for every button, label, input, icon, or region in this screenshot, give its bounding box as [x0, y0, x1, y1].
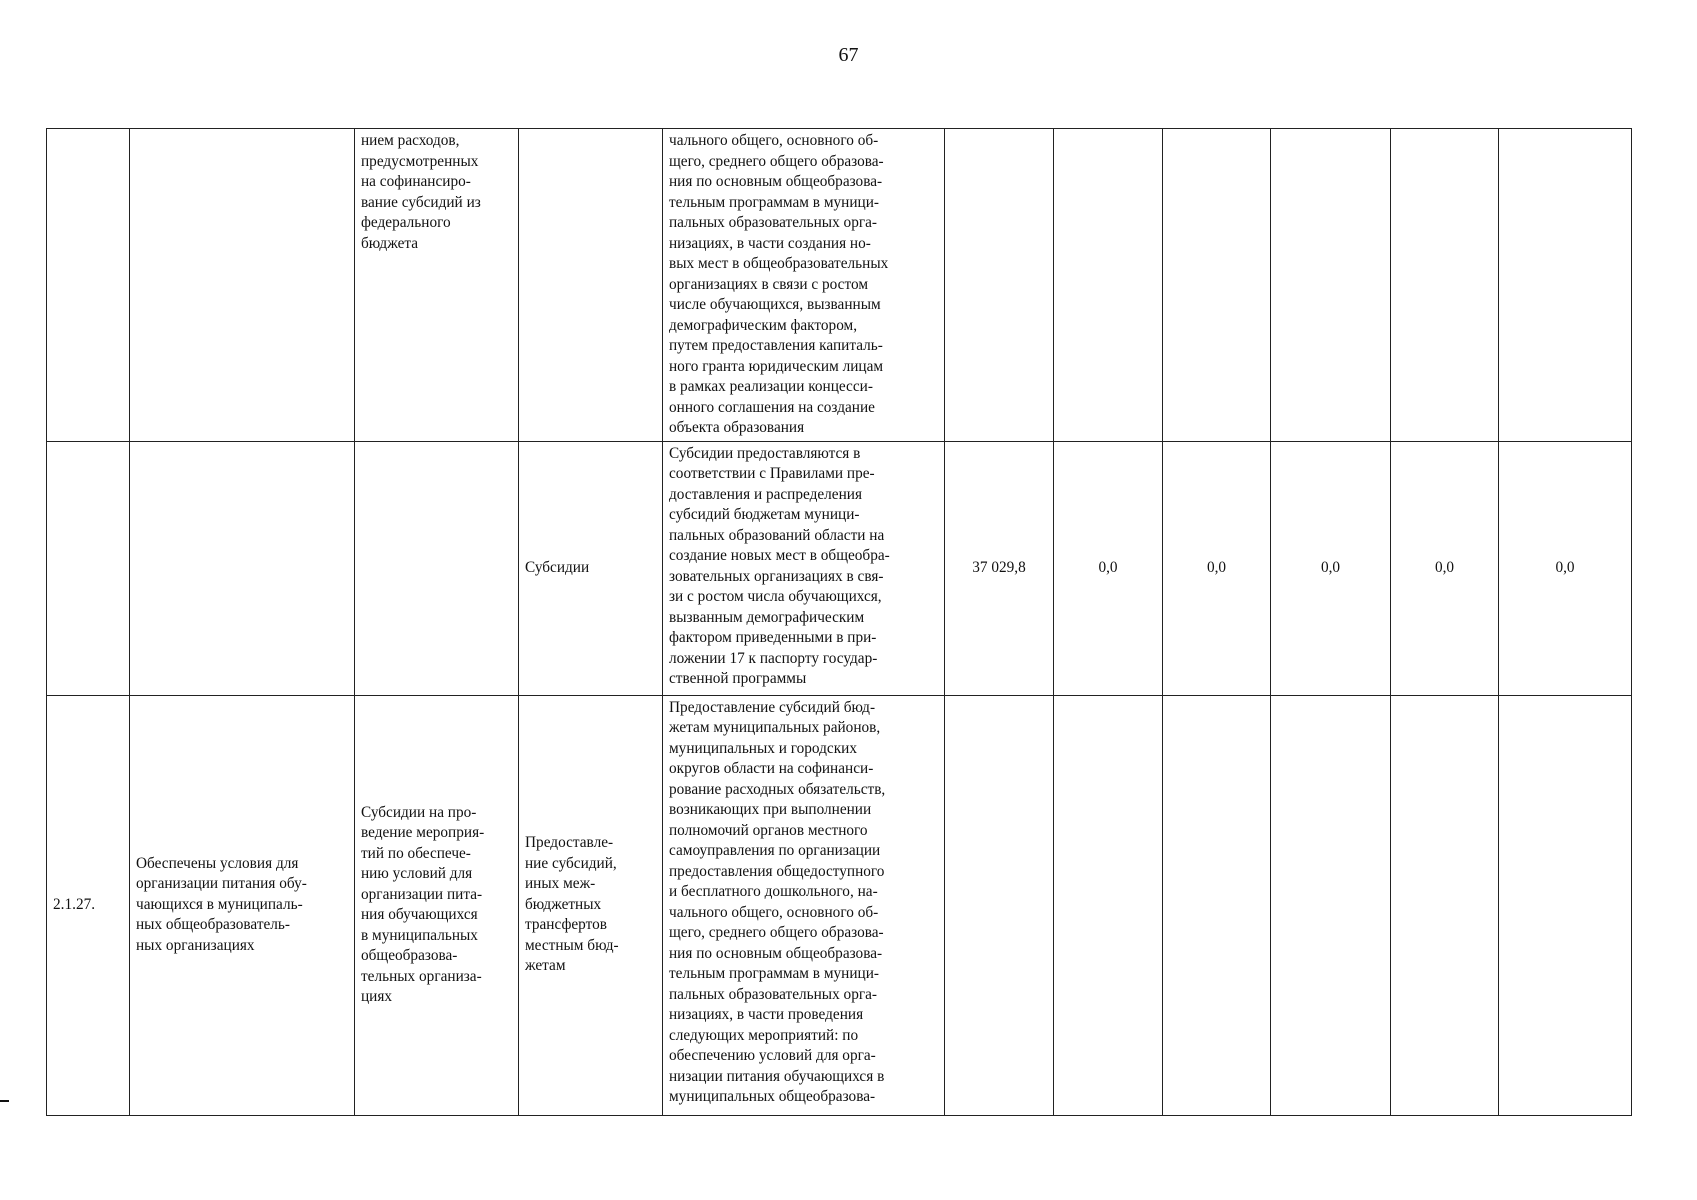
cell-description: Предоставление субсидий бюд- жетам муниципальных районов, муниципальных и городских округов области на софинанси- рование расходных обязательств, возникающих при выполнении полномочий органов местного самоуправления по организации предоставления общедоступного и бесплатного дошкольного, на- чального общего, основного об- щего, среднего общего образова- ния по основным общеобразова- тельным программам в муници- пальных образовательных орга- низациях, в части проведения следующих мероприятий: по обеспечению условий для орга- низации питания обучающихся в муниципальных общеобразова- [663, 695, 945, 1115]
cell-value-6 [1499, 695, 1632, 1115]
program-table [46, 128, 1632, 1116]
table-row [47, 695, 1632, 1115]
margin-mark [0, 1100, 9, 1102]
cell-type: Субсидии [519, 441, 663, 695]
cell-description: чального общего, основного об- щего, среднего общего образова- ния по основным общеобразова- тельным программам в муници- пальных образовательных орга- низациях, в части создания но- вых мест в общеобразовательных организациях в связи с ростом числе обучающихся, вызванным демографическим фактором, путем предоставления капиталь- ного гранта юридическим лицам в рамках реализации концесси- онного соглашения на создание объекта образования [663, 129, 945, 442]
cell-type: Предоставле- ние субсидий, иных меж- бюджетных трансфертов местным бюд- жетам [519, 695, 663, 1115]
cell-result [130, 441, 355, 695]
cell-value-1 [945, 695, 1054, 1115]
table-row [47, 129, 1632, 442]
cell-value-5 [1391, 695, 1499, 1115]
cell-result: Обеспечены условия для организации питания обу- чающихся в муниципаль- ных общеобразователь- ных организациях [130, 695, 355, 1115]
cell-value-1 [945, 129, 1054, 442]
cell-value-2: 0,0 [1054, 441, 1163, 695]
cell-value-3 [1163, 129, 1271, 442]
cell-value-3: 0,0 [1163, 441, 1271, 695]
cell-event: Субсидии на про- ведение мероприя- тий по обеспече- нию условий для организации пита- ния обучающихся в муниципальных общеобразова- тельных организа- циях [355, 695, 519, 1115]
cell-event: нием расходов, предусмотренных на софинансиро- вание субсидий из федерального бюджета [355, 129, 519, 442]
cell-value-5 [1391, 129, 1499, 442]
cell-event [355, 441, 519, 695]
cell-value-6: 0,0 [1499, 441, 1632, 695]
cell-value-4 [1271, 129, 1391, 442]
cell-value-4: 0,0 [1271, 441, 1391, 695]
cell-result [130, 129, 355, 442]
cell-value-5: 0,0 [1391, 441, 1499, 695]
cell-value-3 [1163, 695, 1271, 1115]
cell-value-2 [1054, 695, 1163, 1115]
cell-description: Субсидии предоставляются в соответствии с Правилами пре- доставления и распределения субсидий бюджетам муници- пальных образований области на создание новых мест в общеобра- зовательных организациях в свя- зи с ростом числа обучающихся, вызванным демографическим фактором приведенными в при- ложении 17 к паспорту государ- ственной программы [663, 441, 945, 695]
cell-value-2 [1054, 129, 1163, 442]
cell-value-6 [1499, 129, 1632, 442]
table-row [47, 441, 1632, 695]
cell-code [47, 441, 130, 695]
cell-code [47, 129, 130, 442]
cell-value-4 [1271, 695, 1391, 1115]
cell-type [519, 129, 663, 442]
cell-value-1: 37 029,8 [945, 441, 1054, 695]
page-number: 67 [838, 44, 859, 66]
cell-code: 2.1.27. [47, 695, 130, 1115]
